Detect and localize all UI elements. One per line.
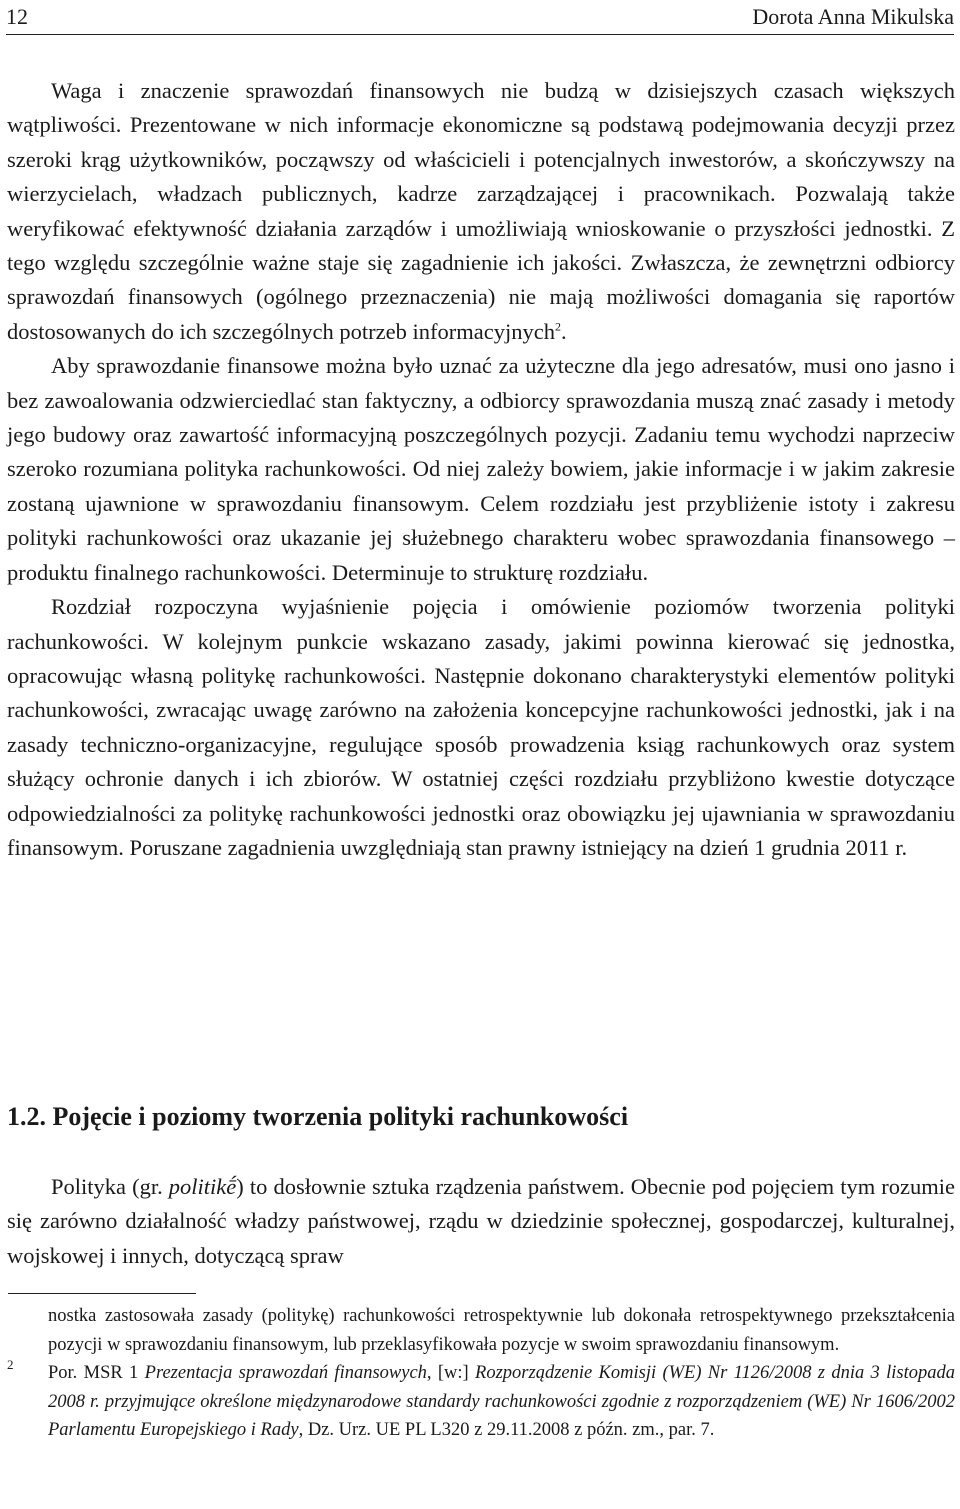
section-body [7,1170,955,1273]
greek-term: politikḗ [168,1174,237,1199]
footnotes [7,1302,955,1445]
section-paragraph-rest: ) to dosłownie sztuka rządzenia państwem. Obecnie pod pojęciem tym rozumie się zarówno działalność władzy państwowej, rządu w dziedzinie społecznej, gospodarczej, kulturalnej, wojskowej i innych, dotyczącą spraw [7,1174,955,1268]
section-paragraph-start: Polityka (gr. [51,1174,169,1199]
footnote-2-title: Prezentacja sprawozdań finansowych [144,1363,427,1383]
paragraph-1-end: . [560,318,567,344]
footnote-2-a: Por. MSR 1 [48,1363,145,1383]
footnote-2-regulation: Rozporządzenie Komisji (WE) Nr 1126/2008 z dnia 3 listopada 2008 r. przyjmujące określone międzynarodowe standardy rachunkowości zgodnie z rozporządzeniem (WE) Nr 1606/2002 Parlamentu Europejskiego i Rady [48,1363,955,1440]
footnote-continued: nostka zastosowała zasady (politykę) rachunkowości retrospektywnie lub dokonała retrospektywnego przekształcenia pozycji w sprawozdaniu finansowym, lub przeklasyfikowała pozycje w swoim sprawozdaniu finansowym. [48,1306,955,1355]
paragraph-1-text: Waga i znaczenie sprawozdań finansowych nie budzą w dzisiejszych czasach większych wątpliwości. Prezentowane w nich informacje ekonomiczne są podstawą podejmowania decyzji przez szeroki krąg użytkowników, począwszy od właścicieli i potencjalnych inwestorów, a skończywszy na wierzycielach, władzach publicznych, kadrze zarządzającej i pracownikach. Pozwalają także weryfikować efektywność działania zarządów i umożliwiają wnioskowanie o przyszłości jednostki. Z tego względu szczególnie ważne staje się zagadnienie ich jakości. [7,78,955,276]
footnote-ref-2[interactable]: 2 [554,319,561,334]
section-heading: 1.2. Pojęcie i poziomy tworzenia polityki rachunkowości [7,1102,629,1131]
paragraph-2: Aby sprawozdanie finansowe można było uznać za użyteczne dla jego adresatów, musi ono jasno i bez zawoalowania odzwierciedlać stan faktyczny, a odbiorcy sprawozdania muszą znać zasady i metody jego budowy oraz zawartość informacyjną poszczególnych pozycji. Zadaniu temu wychodzi naprzeciw szeroko rozumiana polityka rachunkowości. Od niej zależy bowiem, jakie informacje i w jakim zakresie zostaną ujawnione w sprawozdaniu finansowym. Celem rozdziału jest przybliżenie istoty i zakresu polityki rachunkowości oraz ukazanie jej służebnego charakteru wobec sprawozdania finansowego – produktu finalnego rachunkowości. Determinuje to strukturę rozdziału. [7,353,955,585]
footnote-mark-2: 2 [7,1357,14,1372]
section-paragraph [7,1170,955,1273]
paragraph-1-tail: Zwłaszcza, że zewnętrzni odbiorcy sprawozdań finansowych (ogólnego przeznaczenia) nie mają możliwości domagania się raportów dostosowanych do ich szczególnych potrzeb informacyjnych [7,250,956,344]
footnote-2 [7,1357,955,1445]
paragraph-3: Rozdział rozpoczyna wyjaśnienie pojęcia i omówienie poziomów tworzenia polityki rachunkowości. W kolejnym punkcie wskazano zasady, jakimi powinna kierować się jednostka, opracowując własną politykę rachunkowości. Następnie dokonano charakterystyki elementów polityki rachunkowości, zwracając uwagę zarówno na założenia koncepcyjne rachunkowości jednostki, jak i na zasady techniczno-organizacyjne, regulujące sposób prowadzenia ksiąg rachunkowych oraz system służący ochronie danych i ich zbiorów. W ostatniej części rozdziału przybliżono kwestie dotyczące odpowiedzialności za politykę rachunkowości jednostki oraz obowiązku jej ujawniania w sprawozdaniu finansowym. Poruszane zagadnienia uwzględniają stan prawny istniejący na dzień 1 grudnia 2011 r. [7,594,955,860]
paragraph-1 [7,74,955,349]
intro-body [7,74,955,865]
footnote-divider [8,1293,196,1294]
running-header [6,0,954,35]
page-number: 12 [6,4,28,29]
footnote-2-e: , Dz. Urz. UE PL L320 z 29.11.2008 z późn. zm., par. 7. [298,1420,715,1440]
running-head-author: Dorota Anna Mikulska [752,4,954,29]
footnote-2-c: , [w:] [426,1363,476,1383]
